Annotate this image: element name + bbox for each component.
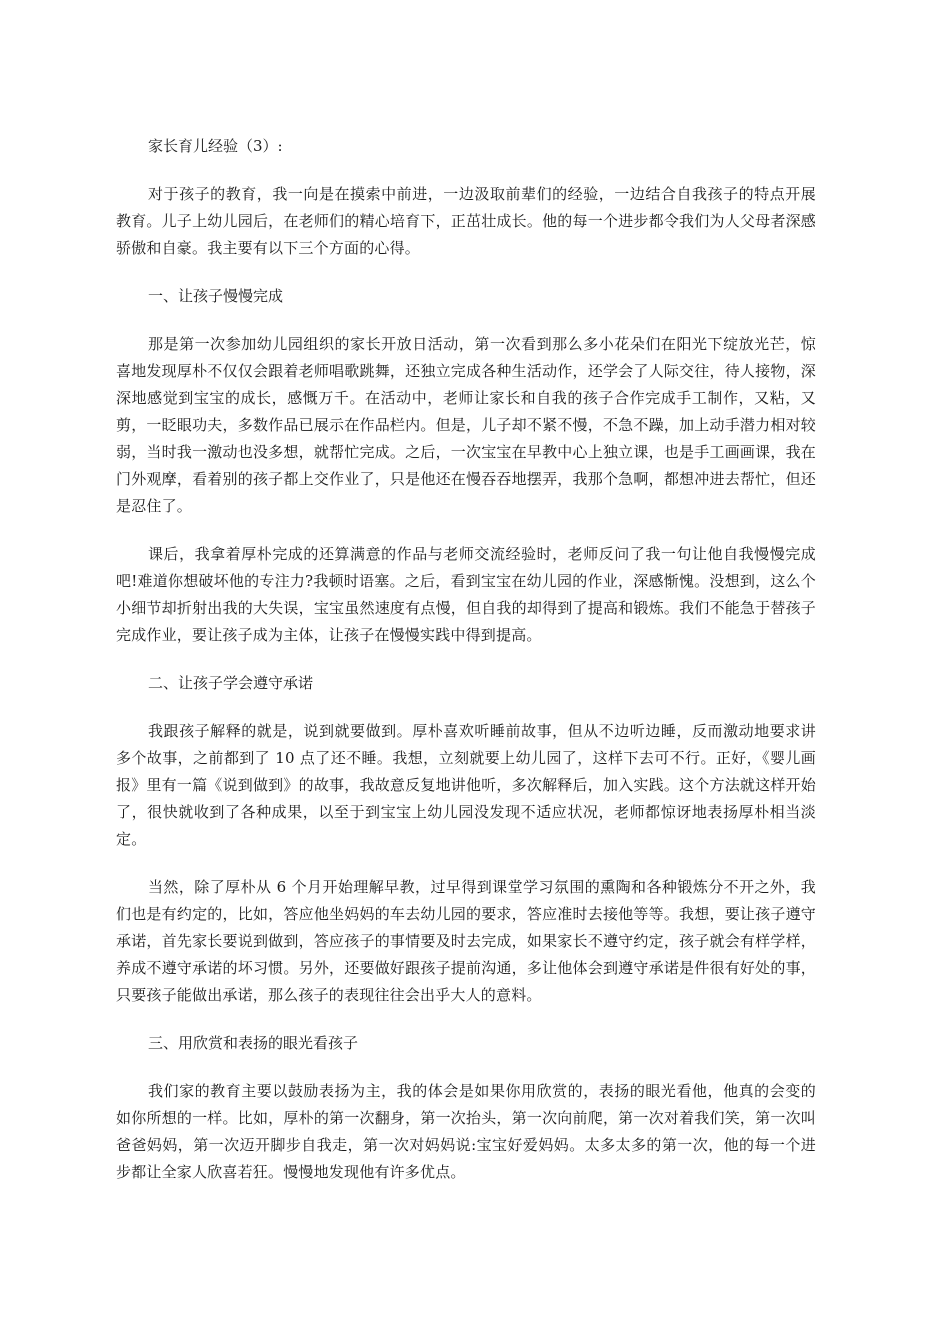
section-heading-1: 一、让孩子慢慢完成 bbox=[148, 287, 284, 305]
section-1-paragraph-2: 课后，我拿着厚朴完成的还算满意的作品与老师交流经验时，老师反问了我一句让他自我慢慢完成吧!难道你想破坏他的专注力?我顿时语塞。之后，看到宝宝在幼儿园的作业，深感惭愧。没想到，这么个小细节却折射出我的大失误，宝宝虽然速度有点慢，但自我的却得到了提高和锻炼。我们不能急于替孩子完成作业，要让孩子成为主体，让孩子在慢慢实践中得到提高。 bbox=[116, 545, 816, 644]
document-page bbox=[116, 133, 816, 1207]
intro-paragraph: 对于孩子的教育，我一向是在摸索中前进，一边汲取前辈们的经验，一边结合自我孩子的特点开展教育。儿子上幼儿园后，在老师们的精心培育下，正茁壮成长。他的每一个进步都令我们为人父母者深感骄傲和自豪。我主要有以下三个方面的心得。 bbox=[116, 185, 816, 257]
section-2-paragraph-2: 当然，除了厚朴从 6 个月开始理解早教，过早得到课堂学习氛围的熏陶和各种锻炼分不开之外，我们也是有约定的，比如，答应他坐妈妈的车去幼儿园的要求，答应准时去接他等等。我想，要让孩子遵守承诺，首先家长要说到做到，答应孩子的事情要及时去完成，如果家长不遵守约定，孩子就会有样学样，养成不遵守承诺的坏习惯。另外，还要做好跟孩子提前沟通，多让他体会到遵守承诺是件很有好处的事，只要孩子能做出承诺，那么孩子的表现往往会出乎大人的意料。 bbox=[116, 878, 816, 1004]
section-heading-2: 二、让孩子学会遵守承诺 bbox=[148, 674, 314, 692]
section-3-paragraph-1: 我们家的教育主要以鼓励表扬为主，我的体会是如果你用欣赏的，表扬的眼光看他，他真的会变的如你所想的一样。比如，厚朴的第一次翻身，第一次抬头，第一次向前爬，第一次对着我们笑，第一次叫爸爸妈妈，第一次迈开脚步自我走，第一次对妈妈说:宝宝好爱妈妈。太多太多的第一次，他的每一个进步都让全家人欣喜若狂。慢慢地发现他有许多优点。 bbox=[116, 1082, 816, 1181]
document-title: 家长育儿经验（3）: bbox=[148, 137, 283, 155]
section-2-paragraph-1: 我跟孩子解释的就是，说到就要做到。厚朴喜欢听睡前故事，但从不边听边睡，反而激动地要求讲多个故事，之前都到了 10 点了还不睡。我想，立刻就要上幼儿园了，这样下去可不行。正好，《婴儿画报》里有一篇《说到做到》的故事，我故意反复地讲他听，多次解释后，加入实践。这个方法就这样开始了，很快就收到了各种成果，以至于到宝宝上幼儿园没发现不适应状况，老师都惊讶地表扬厚朴相当淡定。 bbox=[116, 722, 816, 848]
section-heading-3: 三、用欣赏和表扬的眼光看孩子 bbox=[148, 1034, 359, 1052]
section-1-paragraph-1: 那是第一次参加幼儿园组织的家长开放日活动，第一次看到那么多小花朵们在阳光下绽放光芒，惊喜地发现厚朴不仅仅会跟着老师唱歌跳舞，还独立完成各种生活动作，还学会了人际交往，待人接物，深深地感觉到宝宝的成长，感慨万千。在活动中，老师让家长和自我的孩子合作完成手工制作，又粘，又剪，一眨眼功夫，多数作品已展示在作品栏内。但是，儿子却不紧不慢，不急不躁，加上动手潜力相对较弱，当时我一激动也没多想，就帮忙完成。之后，一次宝宝在早教中心上独立课，也是手工画画课，我在门外观摩，看着别的孩子都上交作业了，只是他还在慢吞吞地摆弄，我那个急啊，都想冲进去帮忙，但还是忍住了。 bbox=[116, 335, 816, 515]
